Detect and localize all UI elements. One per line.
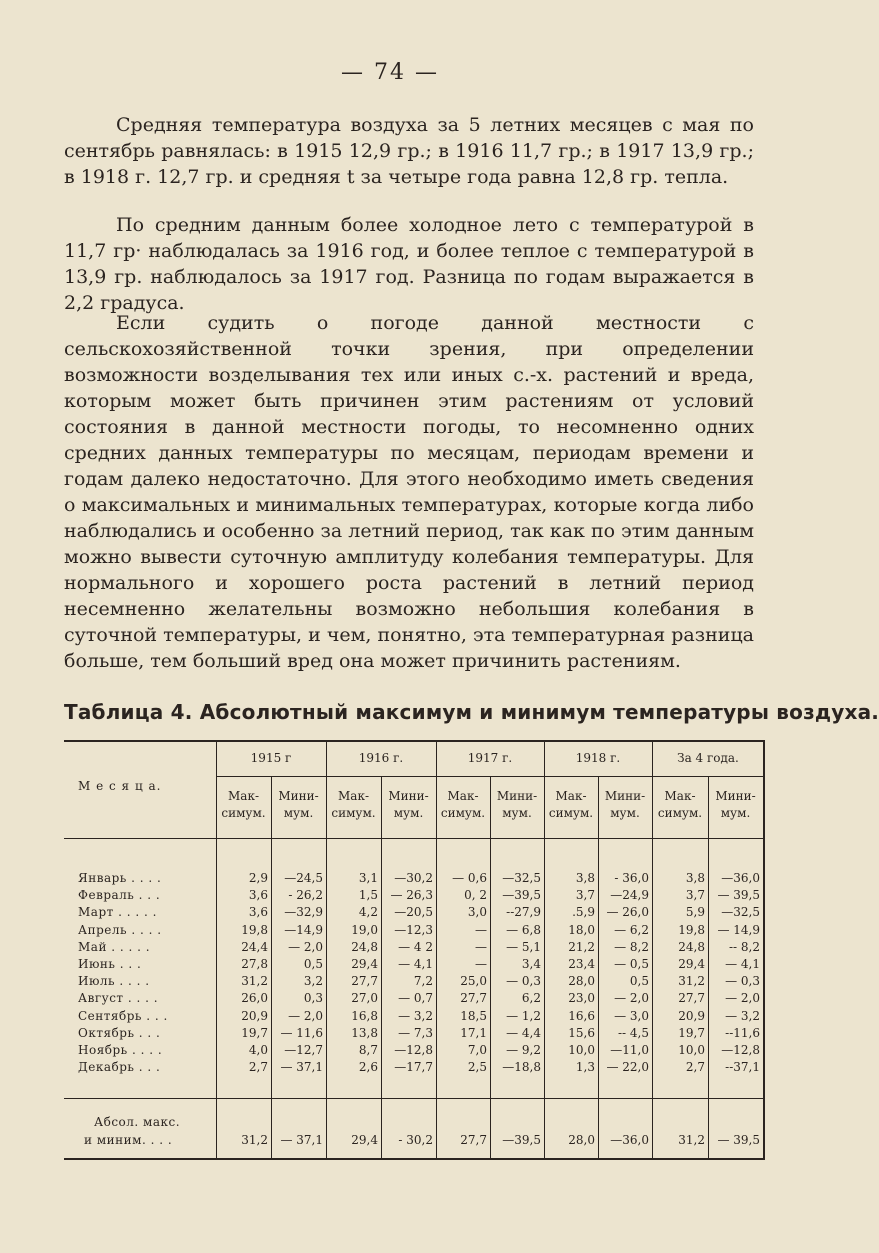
month-label: Июнь . . . bbox=[78, 957, 142, 971]
month-label: Октябрь . . . bbox=[78, 1025, 161, 1040]
temperature-value: - 36,0 bbox=[614, 871, 649, 885]
temperature-value: 2,9 bbox=[248, 871, 268, 885]
temperature-value: 25,0 bbox=[460, 974, 487, 989]
temperature-value: — 0,3 bbox=[725, 974, 760, 989]
abs-value: —36,0 bbox=[610, 1133, 649, 1147]
temperature-value: 31,2 bbox=[241, 974, 268, 989]
temperature-value: 19,7 bbox=[241, 1025, 268, 1040]
month-label: Июль . . . . bbox=[78, 974, 150, 989]
temperature-value: —36,0 bbox=[721, 871, 760, 885]
temperature-value: -- 4,5 bbox=[617, 1025, 649, 1040]
subheader-max: Мак-симум. bbox=[657, 789, 703, 820]
temperature-value: 19,8 bbox=[241, 922, 268, 937]
temperature-value: — 4,1 bbox=[725, 957, 760, 971]
temperature-table bbox=[64, 740, 764, 1160]
temperature-value: — 2,0 bbox=[288, 1008, 323, 1023]
temperature-value: 8,7 bbox=[358, 1043, 378, 1057]
temperature-value: 27,7 bbox=[678, 991, 705, 1006]
temperature-value: — 2,0 bbox=[725, 991, 760, 1006]
subheader-min: Мини-мум. bbox=[604, 789, 646, 820]
abs-value: 29,4 bbox=[351, 1133, 378, 1147]
temperature-value: 7,2 bbox=[413, 974, 433, 989]
temperature-value: 15,6 bbox=[568, 1025, 595, 1040]
temperature-value: --37,1 bbox=[725, 1060, 760, 1075]
abs-value: 31,2 bbox=[678, 1133, 705, 1147]
temperature-value: 6,2 bbox=[521, 991, 541, 1006]
temperature-value: —11,0 bbox=[610, 1043, 649, 1057]
temperature-value: 19,0 bbox=[351, 922, 378, 937]
month-column-header: М е с я ц а. bbox=[78, 779, 162, 793]
subheader-max: Мак-симум. bbox=[548, 789, 594, 820]
subheader-min: Мини-мум. bbox=[388, 789, 429, 820]
temperature-value: 18,5 bbox=[460, 1008, 487, 1023]
month-label: Ноябрь . . . . bbox=[78, 1043, 163, 1057]
temperature-value: 21,2 bbox=[568, 939, 595, 954]
month-label: Декабрь . . . bbox=[78, 1060, 161, 1075]
temperature-value: 20,9 bbox=[678, 1008, 705, 1023]
temperature-value: — 6,8 bbox=[506, 922, 541, 937]
temperature-value: 23,0 bbox=[568, 991, 595, 1006]
temperature-value: 29,4 bbox=[351, 957, 378, 971]
subheader-min: Мини-мум. bbox=[278, 789, 319, 820]
temperature-value: — 8,2 bbox=[614, 939, 649, 954]
month-label: Август . . . . bbox=[78, 991, 159, 1006]
temperature-value: — 26,0 bbox=[606, 905, 649, 920]
temperature-value: 26,0 bbox=[241, 991, 268, 1006]
temperature-value: 23,4 bbox=[568, 957, 595, 971]
year-header-1915: 1915 г bbox=[250, 751, 292, 765]
temperature-value: 28,0 bbox=[568, 974, 595, 989]
temperature-value: — 3,2 bbox=[398, 1008, 433, 1023]
temperature-value: 3,4 bbox=[521, 957, 541, 971]
temperature-value: 27,7 bbox=[460, 991, 487, 1006]
temperature-value: —30,2 bbox=[394, 871, 433, 885]
temperature-value: — 37,1 bbox=[280, 1060, 323, 1075]
temperature-value: 10,0 bbox=[678, 1043, 705, 1057]
temperature-value: 3,8 bbox=[685, 871, 705, 885]
subheader-max: Мак-симум. bbox=[440, 789, 486, 820]
temperature-value: — 2,0 bbox=[288, 939, 323, 954]
temperature-value: 3,0 bbox=[467, 905, 487, 920]
temperature-value: — 0,7 bbox=[398, 991, 433, 1006]
paragraph-summer-average: Средняя температура воздуха за 5 летних месяцев с мая по сентябрь равнялась: в 1915 12,9 гр.; в 1916 11,7 гр.; в 1917 13,9 гр.; в 1918 г. 12,7 гр. и средняя t за четыре года равна 12,8 гр. тепла. bbox=[64, 114, 754, 188]
table-title: Таблица 4. Абсолютный максимум и минимум температуры воздуха. bbox=[64, 700, 879, 724]
temperature-value: 5,9 bbox=[685, 905, 705, 920]
temperature-value: —20,5 bbox=[394, 905, 433, 920]
temperature-value: — 14,9 bbox=[717, 922, 760, 937]
abs-label-line1: Абсол. макс. bbox=[94, 1115, 181, 1129]
temperature-value: — 4 2 bbox=[398, 939, 433, 954]
month-label: Февраль . . . bbox=[78, 888, 161, 903]
temperature-value: 13,8 bbox=[351, 1025, 378, 1040]
page-number: — 74 — bbox=[341, 60, 439, 85]
temperature-value: 31,2 bbox=[678, 974, 705, 989]
temperature-value: -- 8,2 bbox=[728, 939, 760, 954]
temperature-value: — 3,0 bbox=[614, 1008, 649, 1023]
abs-value: — 37,1 bbox=[280, 1133, 323, 1147]
subheader-min: Мини-мум. bbox=[496, 789, 538, 820]
temperature-value: 2,5 bbox=[467, 1060, 487, 1075]
temperature-value: — 7,3 bbox=[398, 1025, 433, 1040]
temperature-value: — 3,2 bbox=[725, 1008, 760, 1023]
temperature-value: —17,7 bbox=[394, 1060, 433, 1075]
temperature-value: —39,5 bbox=[502, 888, 541, 903]
temperature-value: 29,4 bbox=[678, 957, 705, 971]
temperature-value: 0,3 bbox=[303, 991, 323, 1006]
temperature-value: — 11,6 bbox=[280, 1025, 323, 1040]
month-label: Апрель . . . . bbox=[78, 922, 162, 937]
paragraph-agricultural-note: Если судить о погоде данной местности с сельскохозяйственной точки зрения, при определении возможности возделывания тех или иных с.-х. растений и вреда, которым может быть причинен этим растениям от условий состояния в данной местности погоды, то несомненно одних средних данных температуры по месяцам, периодам времени и годам далеко недостаточно. Для этого необходимо иметь сведения о максимальных и минимальных температурах, которые когда либо наблюдались и особенно за летний период, так как по этим данным можно вывести суточную амплитуду колебания температуры. Для нормального и хорошего роста растений в летний период несемненно желательны возможно небольшия колебания в суточной температуры, и чем, понятно, эта температурная разница больше, тем больший вред она может причинить растениям. bbox=[64, 312, 754, 672]
temperature-value: — 0,3 bbox=[506, 974, 541, 989]
temperature-value: 27,8 bbox=[241, 957, 268, 971]
abs-value: — 39,5 bbox=[717, 1133, 760, 1147]
temperature-value: — 4,4 bbox=[506, 1025, 541, 1040]
abs-value: - 30,2 bbox=[398, 1133, 433, 1147]
temperature-value: 17,1 bbox=[460, 1025, 487, 1040]
temperature-value: — bbox=[475, 939, 487, 954]
temperature-value: 19,8 bbox=[678, 922, 705, 937]
temperature-value: — bbox=[475, 957, 487, 971]
temperature-value: 3,1 bbox=[358, 871, 378, 885]
temperature-value: 24,8 bbox=[351, 939, 378, 954]
abs-value: 31,2 bbox=[241, 1133, 268, 1147]
temperature-value: - 26,2 bbox=[288, 888, 323, 903]
subheader-max: Мак-симум. bbox=[221, 789, 266, 820]
temperature-value: — 4,1 bbox=[398, 957, 433, 971]
temperature-value: —12,8 bbox=[721, 1043, 760, 1057]
month-label: Март . . . . . bbox=[78, 905, 157, 920]
month-label: Январь . . . . bbox=[78, 871, 162, 885]
temperature-value: —24,9 bbox=[610, 888, 649, 903]
temperature-value: 3,6 bbox=[248, 888, 268, 903]
temperature-value: — 9,2 bbox=[506, 1043, 541, 1057]
subheader-min: Мини-мум. bbox=[715, 789, 756, 820]
temperature-value: 2,7 bbox=[248, 1060, 268, 1075]
year-header-four-years: За 4 года. bbox=[677, 751, 739, 765]
paragraph-year-comparison: По средним данным более холодное лето с температурой в 11,7 гр· наблюдалась за 1916 год, и более теплое с температурой в 13,9 гр. наблюдалось за 1917 год. Разница по годам выражается в 2,2 градуса. bbox=[64, 214, 754, 314]
month-label: Май . . . . . bbox=[78, 939, 151, 954]
temperature-value: 7,0 bbox=[467, 1043, 487, 1057]
abs-value: 28,0 bbox=[568, 1133, 595, 1147]
year-header-1918: 1918 г. bbox=[575, 751, 621, 765]
temperature-value: 3,8 bbox=[575, 871, 595, 885]
temperature-value: --11,6 bbox=[725, 1025, 760, 1040]
temperature-value: — 39,5 bbox=[717, 888, 760, 903]
temperature-value: 2,6 bbox=[358, 1060, 378, 1075]
temperature-value: —12,8 bbox=[394, 1043, 433, 1057]
temperature-value: 1,3 bbox=[575, 1060, 595, 1075]
temperature-value: 4,0 bbox=[248, 1043, 268, 1057]
temperature-value: 10,0 bbox=[568, 1043, 595, 1057]
temperature-value: —32,5 bbox=[502, 871, 541, 885]
temperature-value: 24,8 bbox=[678, 939, 705, 954]
temperature-value: 1,5 bbox=[358, 888, 378, 903]
year-header-1916: 1916 г. bbox=[358, 751, 404, 765]
temperature-value: —12,3 bbox=[394, 922, 433, 937]
temperature-value: 27,7 bbox=[351, 974, 378, 989]
abs-value: 27,7 bbox=[460, 1133, 487, 1147]
abs-value: —39,5 bbox=[502, 1133, 541, 1147]
temperature-value: —32,9 bbox=[284, 905, 323, 920]
temperature-value: —12,7 bbox=[284, 1043, 323, 1057]
temperature-value: —18,8 bbox=[502, 1060, 541, 1075]
abs-label-line2: и миним. . . . bbox=[84, 1133, 173, 1147]
temperature-value: .5,9 bbox=[572, 905, 595, 920]
temperature-value: —24,5 bbox=[284, 871, 323, 885]
temperature-value: 0,5 bbox=[303, 957, 323, 971]
temperature-value: 16,8 bbox=[351, 1008, 378, 1023]
temperature-value: --27,9 bbox=[506, 905, 541, 920]
month-label: Сентябрь . . . bbox=[78, 1008, 168, 1023]
temperature-value: — 5,1 bbox=[506, 939, 541, 954]
temperature-value: — 0,6 bbox=[452, 871, 487, 885]
temperature-value: 3,2 bbox=[303, 974, 323, 989]
temperature-value: 2,7 bbox=[685, 1060, 705, 1075]
temperature-value: — 22,0 bbox=[606, 1060, 649, 1075]
temperature-value: — bbox=[475, 922, 487, 937]
temperature-value: 27,0 bbox=[351, 991, 378, 1006]
temperature-value: — 2,0 bbox=[614, 991, 649, 1006]
temperature-value: 24,4 bbox=[241, 939, 268, 954]
temperature-value: 16,6 bbox=[568, 1008, 595, 1023]
temperature-value: — 26,3 bbox=[390, 888, 433, 903]
subheader-max: Мак-симум. bbox=[331, 789, 376, 820]
temperature-value: 19,7 bbox=[678, 1025, 705, 1040]
temperature-value: 0,5 bbox=[629, 974, 649, 989]
temperature-value: 0, 2 bbox=[464, 888, 487, 903]
temperature-value: —32,5 bbox=[721, 905, 760, 920]
temperature-value: 3,6 bbox=[248, 905, 268, 920]
temperature-value: 18,0 bbox=[568, 922, 595, 937]
temperature-value: — 0,5 bbox=[614, 957, 649, 971]
temperature-value: —14,9 bbox=[284, 922, 323, 937]
temperature-value: — 1,2 bbox=[506, 1008, 541, 1023]
temperature-value: 20,9 bbox=[241, 1008, 268, 1023]
year-header-1917: 1917 г. bbox=[467, 751, 513, 765]
temperature-value: 3,7 bbox=[685, 888, 705, 903]
temperature-value: 3,7 bbox=[575, 888, 595, 903]
temperature-value: — 6,2 bbox=[614, 922, 649, 937]
temperature-value: 4,2 bbox=[358, 905, 378, 920]
